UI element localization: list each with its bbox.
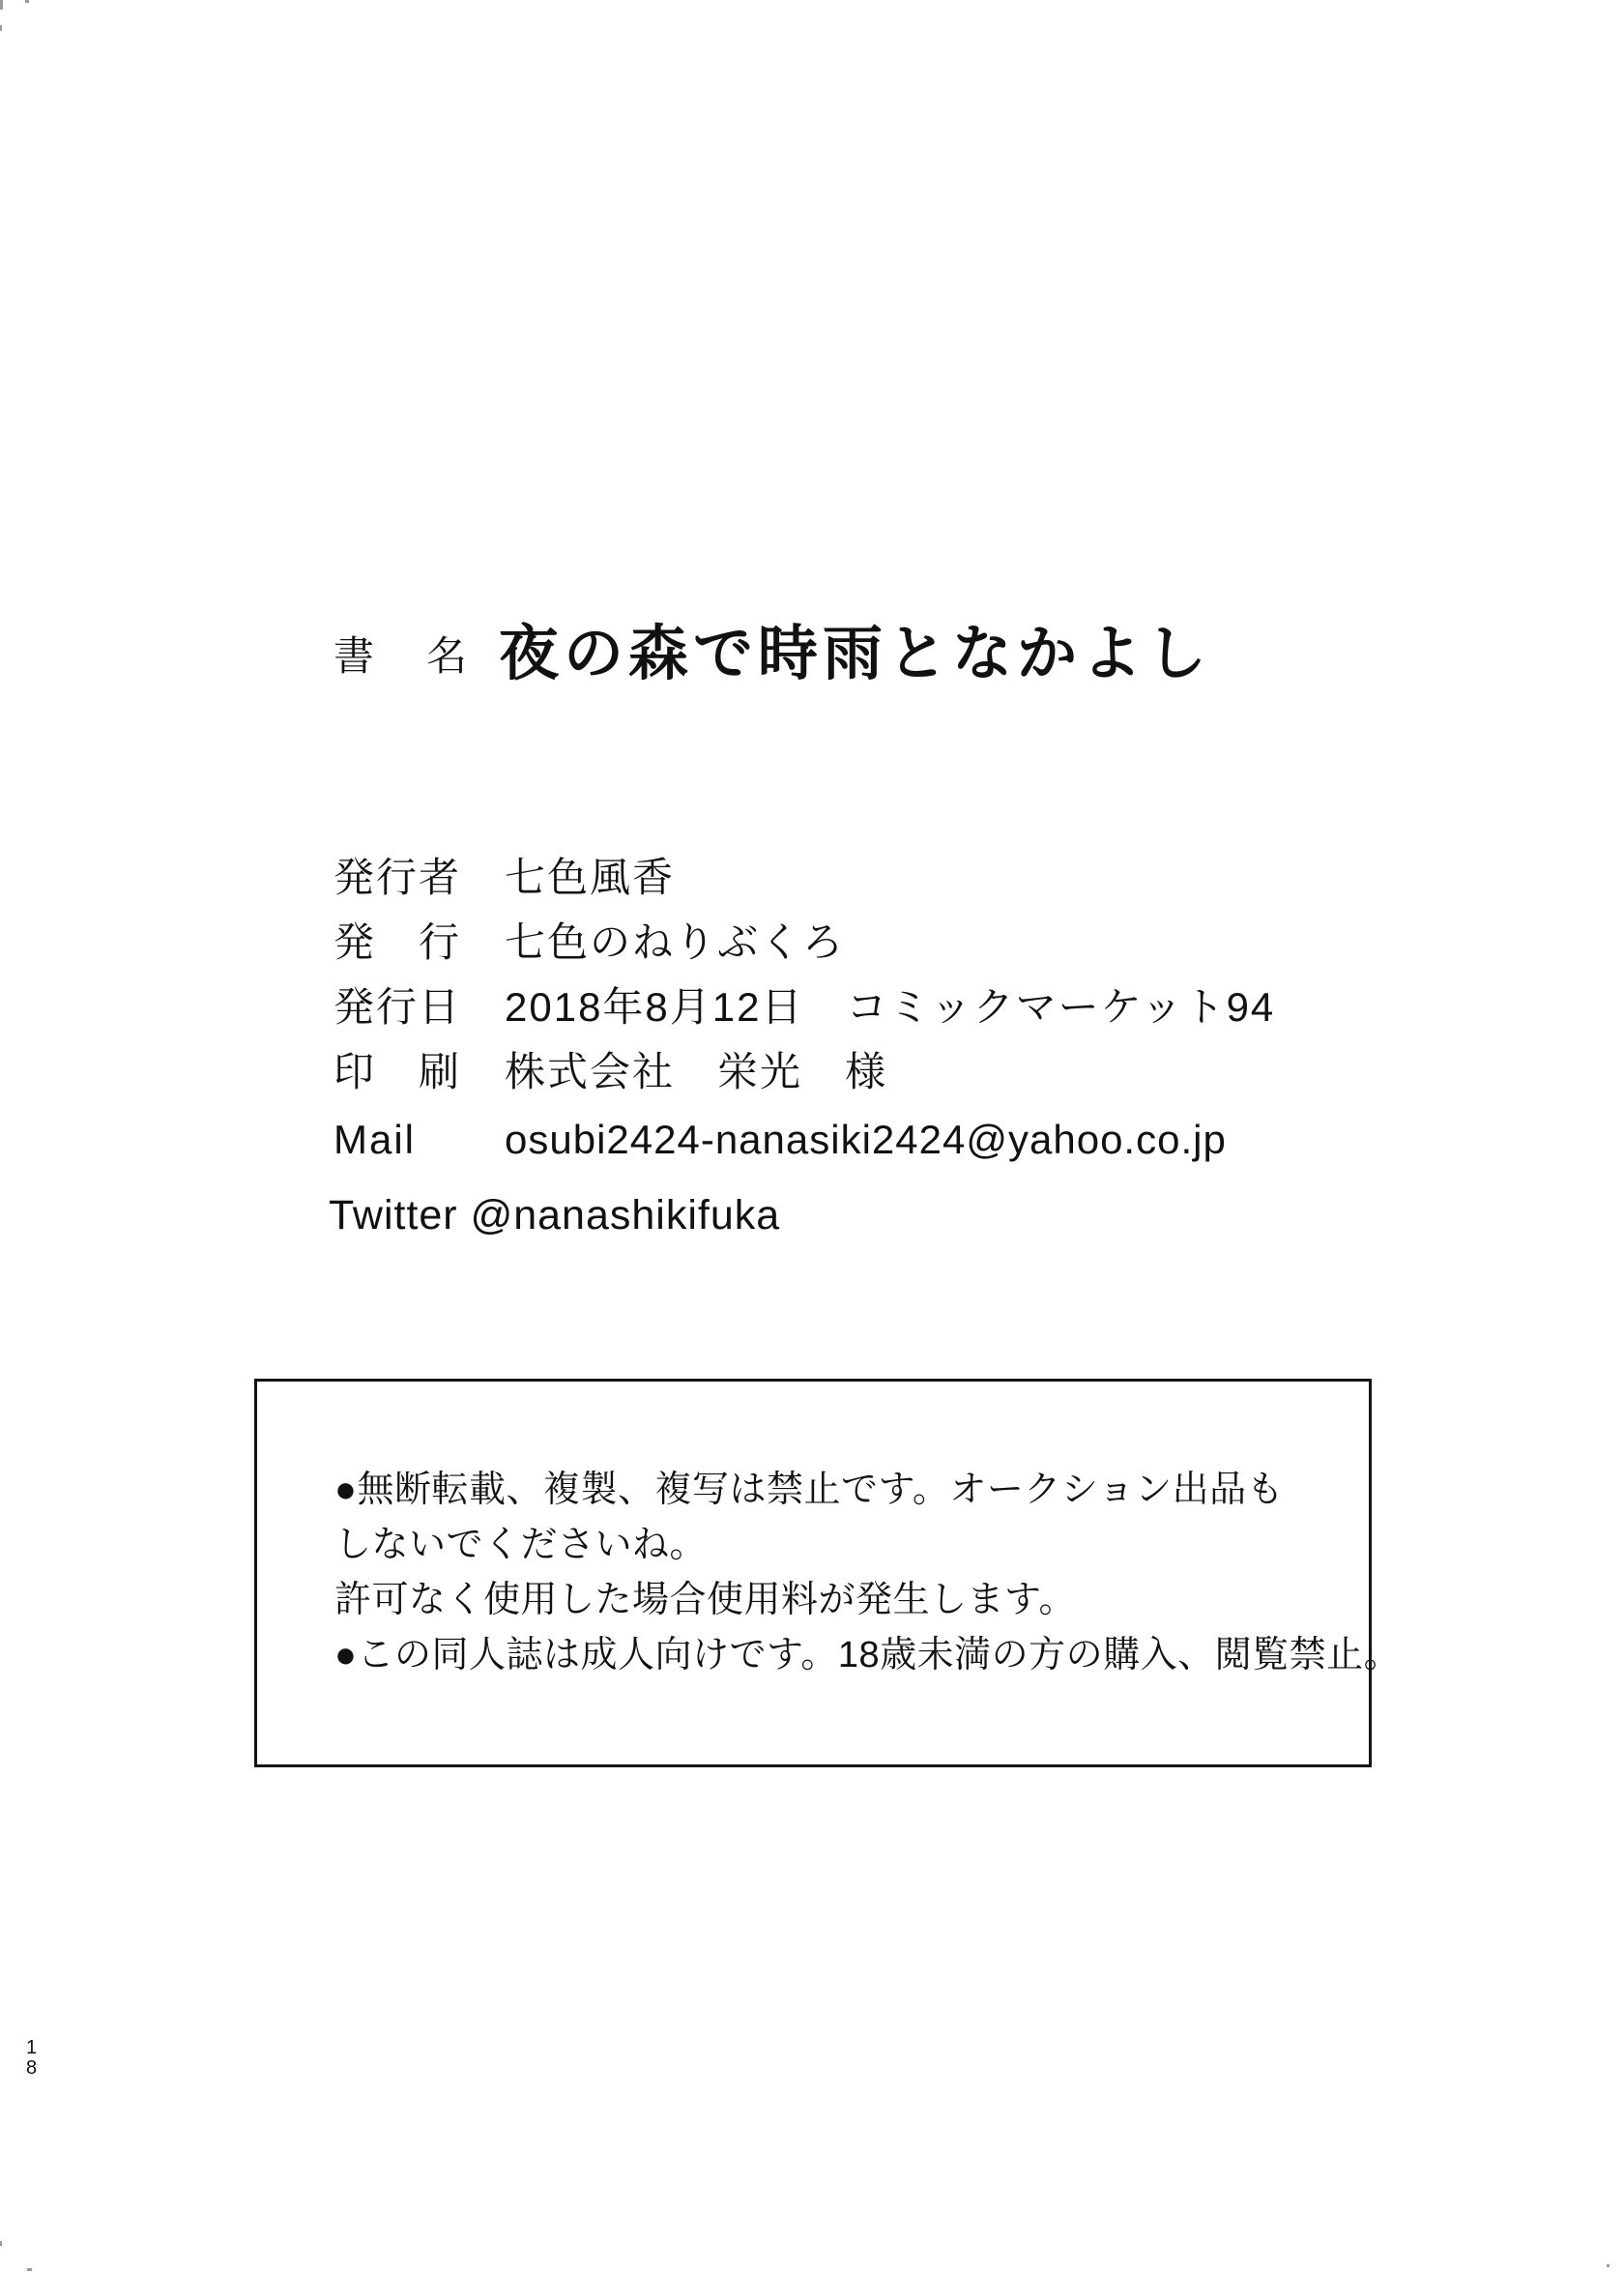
info-row-printer — [334, 1049, 888, 1100]
info-value-publication-date: 2018年8月12日 コミックマーケット94 — [505, 984, 1276, 1030]
info-row-circle — [334, 919, 846, 971]
book-title-label: 書 名 — [334, 633, 474, 679]
info-value-mail-address: osubi2424-nanasiki2424@yahoo.co.jp — [505, 1117, 1227, 1162]
notice-line-usage-fee: 許可なく使用した場合使用料が発生します。 — [334, 1580, 1076, 1620]
scan-speck — [25, 0, 29, 3]
info-value-printer: 株式会社 栄光 様 — [505, 1049, 888, 1094]
twitter-handle-line: Twitter @nanashikifuka — [329, 1192, 781, 1238]
info-label-printer: 印 刷 — [334, 1049, 462, 1094]
info-value-publisher: 七色風香 — [505, 855, 676, 900]
notice-line-adults-only: ●この同人誌は成人向けです。18歳未満の方の購入、閲覧禁止。 — [334, 1635, 1402, 1675]
scan-speck — [0, 0, 3, 10]
info-label-publisher: 発行者 — [334, 855, 462, 900]
info-label-publication-date: 発行日 — [334, 984, 462, 1030]
info-row-publisher — [334, 855, 676, 906]
copyright-notice-text — [334, 1463, 1402, 1683]
info-value-circle: 七色のねりぶくろ — [505, 919, 846, 965]
page-number: 18 — [25, 2037, 38, 2079]
info-row-publication-date — [334, 984, 1276, 1035]
scan-speck — [0, 2241, 2, 2246]
info-row-mail — [334, 1117, 1227, 1168]
book-title: 夜の森で時雨となかよし — [499, 621, 1212, 687]
scan-speck — [27, 2268, 32, 2271]
scan-speck — [1607, 2264, 1610, 2267]
notice-line-no-reproduction-cont: しないでくださいね。 — [334, 1525, 708, 1565]
copyright-notice-box — [254, 1379, 1402, 1767]
info-label-circle: 発 行 — [334, 919, 462, 965]
info-label-mail: Mail — [334, 1117, 417, 1162]
notice-line-no-reproduction: ●無断転載、複製、複写は禁止です。オークション出品も — [334, 1470, 1285, 1510]
scan-speck — [0, 25, 2, 31]
